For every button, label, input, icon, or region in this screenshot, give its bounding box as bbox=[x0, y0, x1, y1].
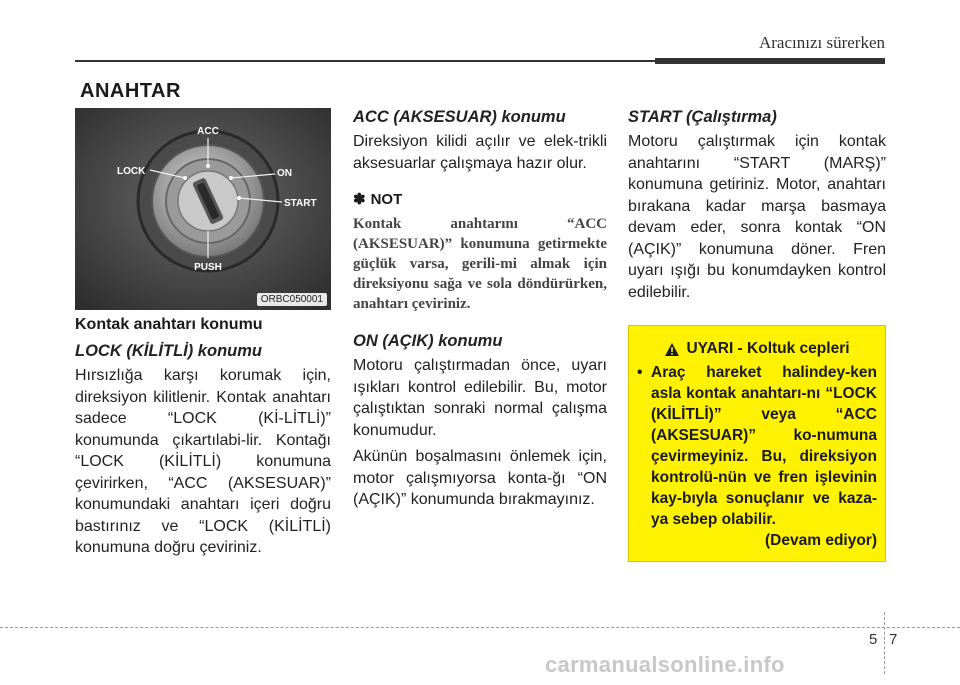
header-rule-accent bbox=[655, 58, 885, 64]
ignition-figure bbox=[75, 108, 331, 310]
on-text-1: Motoru çalıştırmadan önce, uyarı ışıkları kontrol edilebilir. Bu, motor çalıştıktan sonraki normal çalışma konumudur. bbox=[353, 357, 607, 439]
start-heading: START (Çalıştırma) bbox=[628, 108, 777, 126]
start-text: Motoru çalıştırmak için kontak anahtarını “START (MARŞ)” konumuna getiriniz. Motor, anahtarı bırakana kadar marşa basmaya devam eder, sonra kontak “ON (AÇIK)” konumuna döner. Fren uyarı ışığı bu konumdayken kontrol edilebilir. bbox=[628, 133, 886, 301]
chapter-number: 5 bbox=[869, 631, 878, 648]
footer-divider bbox=[884, 612, 885, 674]
note-star-icon: ✽ bbox=[353, 191, 366, 208]
column-1 bbox=[75, 108, 331, 559]
on-heading: ON (AÇIK) konumu bbox=[353, 332, 503, 350]
watermark: carmanualsonline.info bbox=[545, 652, 785, 677]
note-label: NOT bbox=[370, 190, 403, 208]
warning-title-text: UYARI - Koltuk cepleri bbox=[686, 340, 850, 357]
section-title: ANAHTAR bbox=[80, 80, 181, 102]
warning-box bbox=[628, 325, 886, 562]
label-lock: LOCK bbox=[117, 166, 146, 177]
running-header: Aracınızı sürerken bbox=[758, 33, 885, 52]
label-start: START bbox=[284, 198, 317, 209]
footer-rule bbox=[0, 627, 960, 628]
warning-text: Araç hareket halindey-ken asla kontak anahtarı-nı “LOCK (KİLİTLİ)” veya “ACC (AKSESUAR)” ko-numuna çevirmeyiniz. Bu, direksiyon kontrolü-nün ve fren işlevinin kay-bıyla sonuçlanır ve kaza-ya sebep olabilir. bbox=[651, 364, 877, 528]
warning-bullet: • bbox=[637, 364, 643, 381]
page-number: 7 bbox=[889, 631, 898, 648]
note-heading bbox=[353, 190, 607, 208]
ignition-switch-illustration bbox=[75, 108, 331, 310]
label-on: ON bbox=[277, 168, 292, 179]
warning-title bbox=[637, 340, 877, 358]
label-push: PUSH bbox=[194, 262, 222, 273]
warning-continued: (Devam ediyor) bbox=[765, 532, 877, 549]
label-acc: ACC bbox=[197, 126, 219, 137]
lock-heading: LOCK (KİLİTLİ) konumu bbox=[75, 342, 262, 360]
figure-code: ORBC050001 bbox=[257, 293, 327, 306]
lock-text: Hırsızlığa karşı korumak için, direksiyon kilitlenir. Kontak anahtarı sadece “LOCK (Kİ-LİTLİ)” konumunda çıkartılabi-lir. Kontağı “LOCK (KİLİTLİ) konumuna çevirirken, “ACC (AKSESUAR)” konumundaki anahtarı içeri doğru bastırınız ve “LOCK (KİLİTLİ) konumuna doğru çeviriniz. bbox=[75, 367, 331, 556]
on-text-2: Akünün boşalmasını önlemek için, motor çalışmıyorsa konta-ğı “ON (AÇIK)” konumunda bırakmayınız. bbox=[353, 448, 607, 508]
warning-item bbox=[637, 362, 877, 530]
column-2 bbox=[353, 108, 607, 511]
figure-caption: Kontak anahtarı konumu bbox=[75, 316, 263, 333]
note-text: Kontak anahtarını “ACC (AKSESUAR)” konumuna getirmekte güçlük varsa, gerili-mi almak için direksiyonu sağa ve sola döndürürken, anahtarı çeviriniz. bbox=[353, 216, 607, 312]
acc-heading: ACC (AKSESUAR) konumu bbox=[353, 108, 566, 126]
acc-text: Direksiyon kilidi açılır ve elek-trikli aksesuarlar çalışmaya hazır olur. bbox=[353, 133, 607, 172]
warning-triangle-icon bbox=[664, 342, 680, 357]
column-3 bbox=[628, 108, 886, 562]
